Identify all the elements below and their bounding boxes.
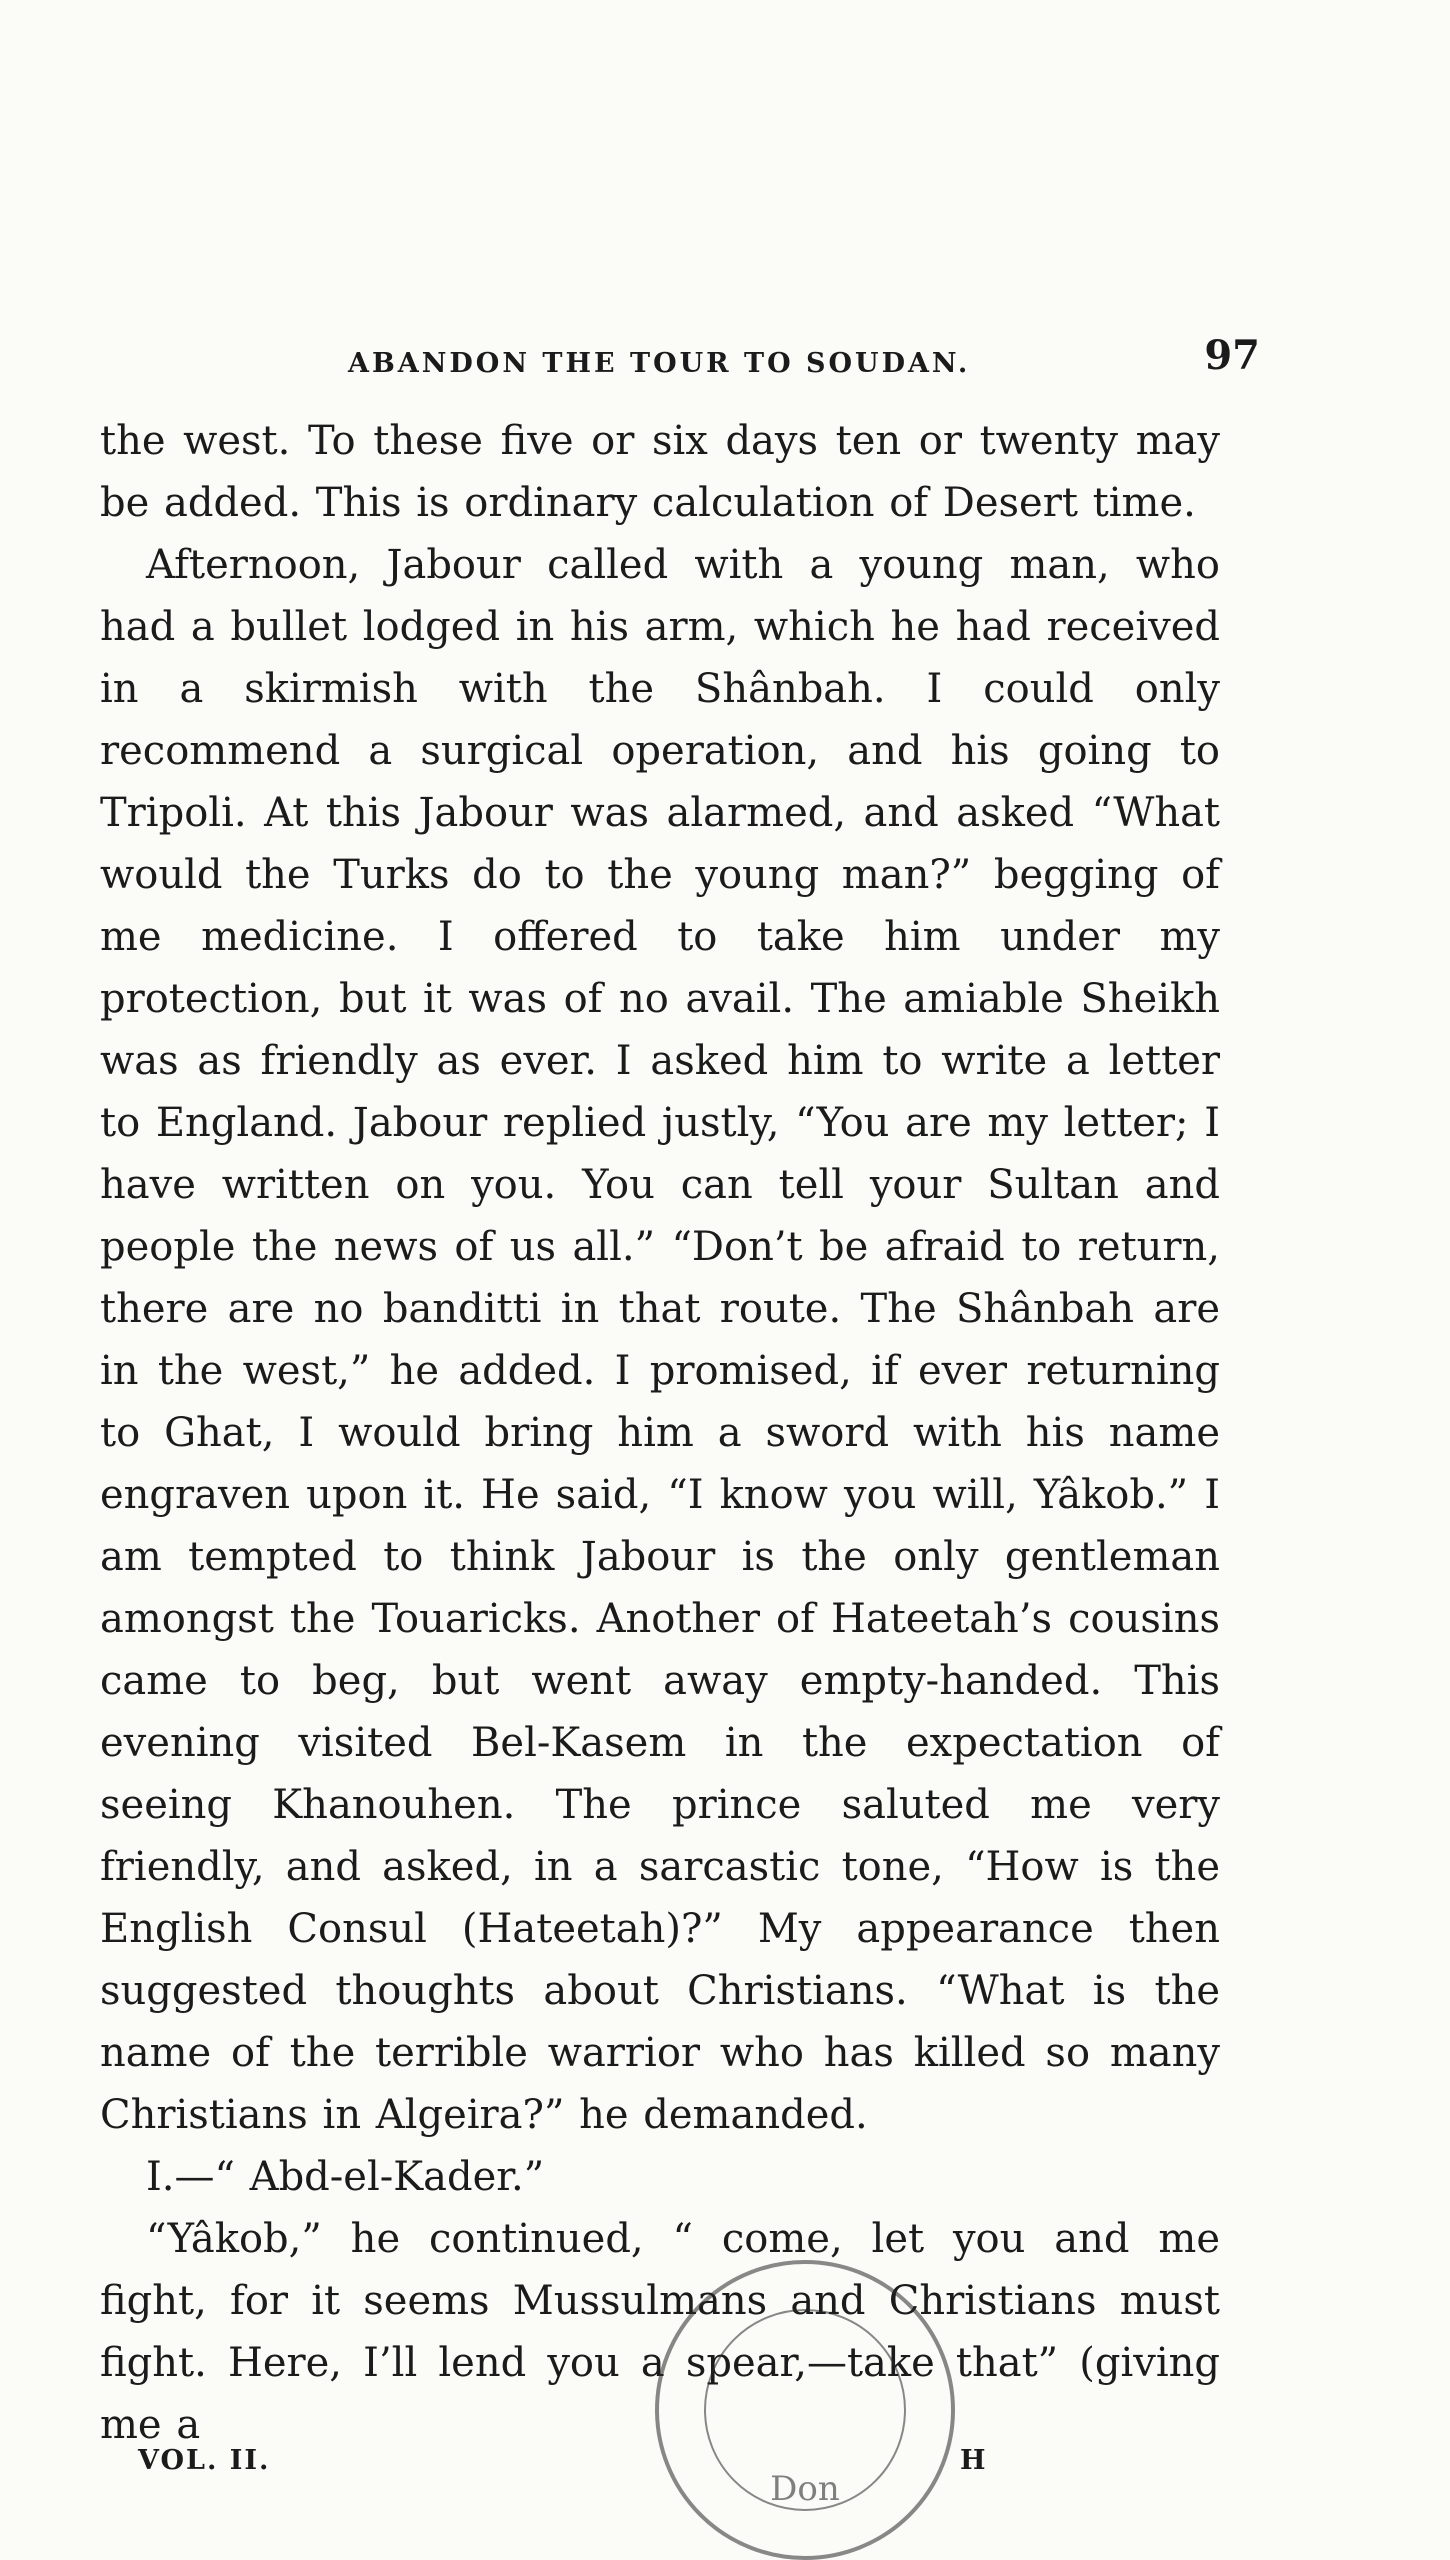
page-content: [100, 330, 1260, 2456]
volume-marker: VOL. II.: [138, 2445, 271, 2476]
page-number: 97: [1204, 332, 1260, 379]
body-text: [100, 410, 1220, 2456]
paragraph-afternoon: Afternoon, Jabour called with a young man, who had a bullet lodged in his arm, which he had received in a skirmish with the Shânbah. I could only recommend a surgical operation, and his going to Tripoli. At this Jabour was alarmed, and asked “What would the Turks do to the young man?” begging of me medicine. I offered to take him under my protection, but it was of no avail. The amiable Sheikh was as friendly as ever. I asked him to write a letter to England. Jabour replied justly, “You are my letter; I have written on you. You can tell your Sultan and people the news of us all.” “Don’t be afraid to return, there are no banditti in that route. The Shânbah are in the west,” he added. I promised, if ever returning to Ghat, I would bring him a sword with his name engraven upon it. He said, “I know you will, Yâkob.” I am tempted to think Jabour is the only gentleman amongst the Touaricks. Another of Hateetah’s cousins came to beg, but went away empty-handed. This evening visited Bel-Kasem in the expectation of seeing Khanouhen. The prince saluted me very friendly, and asked, in a sarcastic tone, “How is the English Consul (Hateetah)?” My appearance then suggested thoughts about Christians. “What is the name of the terrible warrior who has killed so many Christians in Algeira?” he demanded.: [100, 542, 1220, 2138]
library-stamp: [655, 2260, 955, 2560]
signature-mark: H: [960, 2445, 986, 2476]
paragraph-reply: I.—“ Abd-el-Kader.”: [146, 2154, 545, 2200]
stamp-center-text: Don: [770, 2469, 840, 2509]
paragraph-continuation: the west. To these five or six days ten or twenty may be added. This is ordinary calculation of Desert time.: [100, 418, 1220, 526]
running-header: [100, 330, 1260, 390]
paragraph-yakob: “Yâkob,” he continued, “ come, let you and me fight, for it seems Mussulmans and Christians must fight. Here, I’ll lend you a spear,—take that” (giving me a: [100, 2216, 1220, 2448]
running-title: ABANDON THE TOUR TO SOUDAN.: [348, 348, 971, 379]
